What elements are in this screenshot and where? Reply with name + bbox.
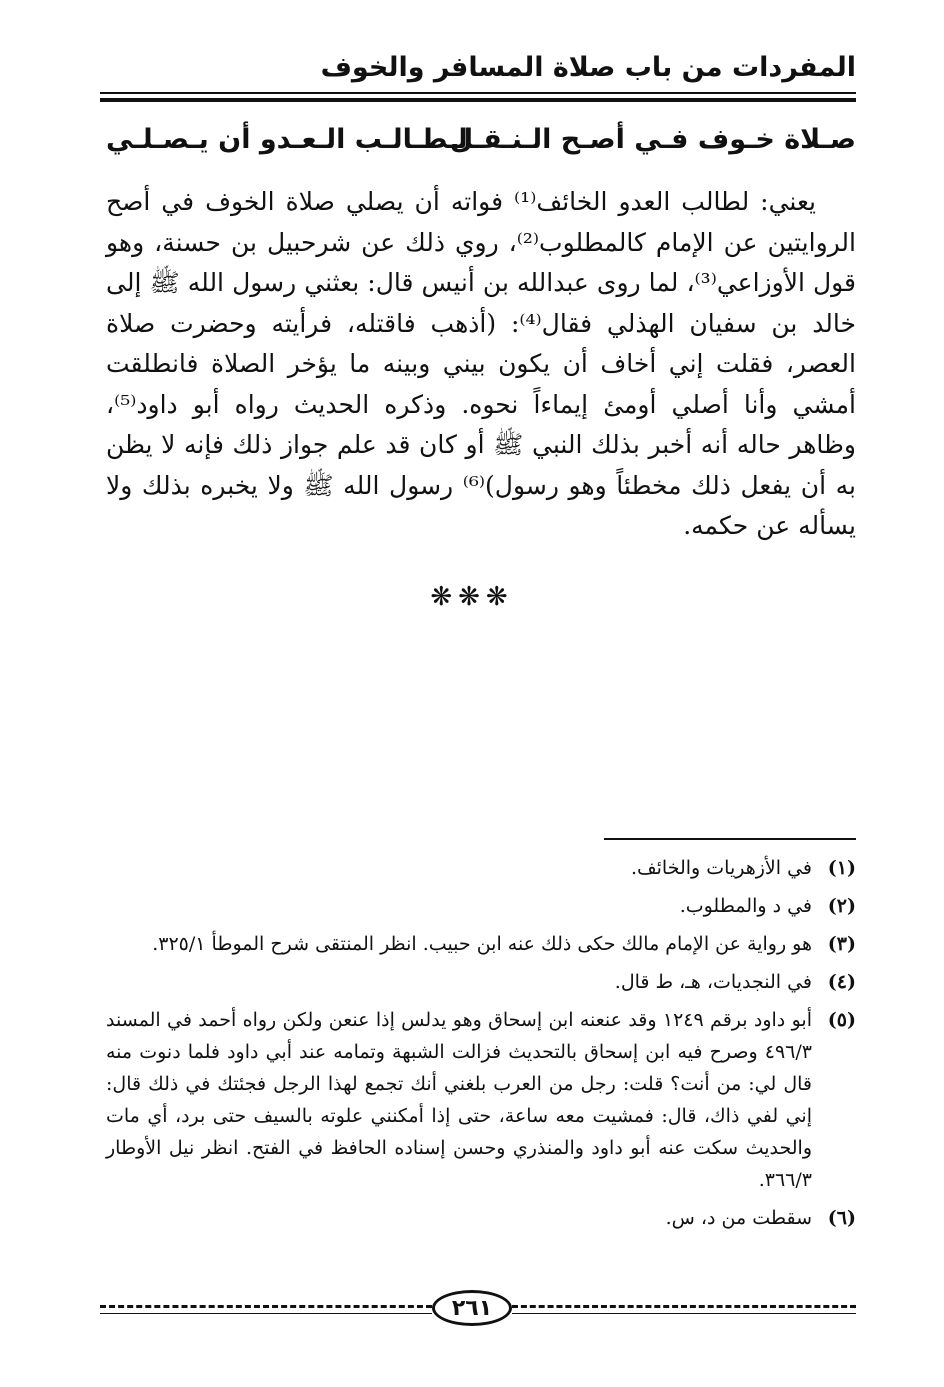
verse-right-hemistich: صـلاة خـوف فـي أصـح الـنـقـل — [449, 124, 856, 155]
footnote-number: (٢) — [827, 895, 856, 917]
footnote-number: (١) — [827, 857, 856, 879]
footer-dashed-rule-right — [512, 1305, 856, 1308]
footnote-text: في الأزهريات والخائف. — [630, 857, 812, 879]
footnote-text: في د والمطلوب. — [679, 895, 812, 917]
footnote-rule — [604, 838, 856, 840]
footnote — [106, 966, 856, 998]
footnote-number: (٥) — [827, 1009, 856, 1031]
footnote-text: سقطت من د، س. — [665, 1207, 812, 1229]
footnote-number: (٣) — [827, 933, 856, 955]
verse-left-hemistich: لـطـالـب الـعـدو أن يـصـلـي — [106, 124, 468, 155]
section-separator: ❋❋❋ — [430, 582, 514, 612]
footnote — [106, 1202, 856, 1234]
running-title: المفردات من باب صلاة المسافر والخوف — [320, 52, 856, 83]
footnote-text: في النجديات، هـ، ط قال. — [614, 971, 812, 993]
footnote — [106, 852, 856, 884]
page-number: ٢٦١ — [432, 1290, 512, 1326]
footnote — [106, 928, 856, 960]
header-rule-thin — [100, 92, 856, 94]
footnotes — [106, 852, 856, 1240]
header-rule-thick — [100, 98, 856, 102]
footnote-number: (٤) — [827, 971, 856, 993]
footnote-text: هو رواية عن الإمام مالك حكى ذلك عنه ابن حبيب. انظر المنتقى شرح الموطأ ٣٢٥/١. — [152, 933, 812, 955]
footnote-number: (٦) — [827, 1207, 856, 1229]
footer-rule-left — [100, 1313, 432, 1314]
body-text — [106, 182, 856, 547]
footer-dashed-rule-left — [100, 1305, 432, 1308]
footer-rule-right — [512, 1313, 856, 1314]
footnote-text: أبو داود برقم ١٢٤٩ وقد عنعنه ابن إسحاق وهو يدلس إذا عنعن ولكن رواه أحمد في المسند ٤٩٦/٣ وصرح فيه ابن إسحاق بالتحديث فزالت الشبهة وتمامه عند أبي داود فلما دنوت منه قال لي: من أنت؟ قلت: رجل من العرب بلغني أنك تجمع لهذا الرجل فجئتك في ذلك قال: إني لفي ذاك، قال: فمشيت معه ساعة، حتى إذا أمكنني علوته بالسيف حتى برد، أي مات والحديث سكت عنه أبو داود والمنذري وحسن إسناده الحافظ في الفتح. انظر نيل الأوطار ٣٦٦/٣. — [106, 1009, 812, 1191]
footnote — [106, 1004, 856, 1196]
body-paragraph: يعني: لطالب العدو الخائف⁽¹⁾ فواته أن يصلي صلاة الخوف في أصح الروايتين عن الإمام كالمطلوب⁽²⁾، روي ذلك عن شرحبيل بن حسنة، وهو قول الأوزاعي⁽³⁾، لما روى عبدالله بن أنيس قال: بعثني رسول الله ﷺ إلى خالد بن سفيان الهذلي فقال⁽⁴⁾: (أذهب فاقتله، فرأيته وحضرت صلاة العصر، فقلت إني أخاف أن يكون بيني وبينه ما يؤخر الصلاة فانطلقت أمشي وأنا أصلي أومئ إيماءاً نحوه. وذكره الحديث رواه أبو داود⁽⁵⁾، وظاهر حاله أنه أخبر بذلك النبي ﷺ أو كان قد علم جواز ذلك فإنه لا يظن به أن يفعل ذلك مخطئاً وهو رسول)⁽⁶⁾ رسول الله ﷺ ولا يخبره بذلك ولا يسأله عن حكمه. — [106, 187, 857, 540]
footnote — [106, 890, 856, 922]
